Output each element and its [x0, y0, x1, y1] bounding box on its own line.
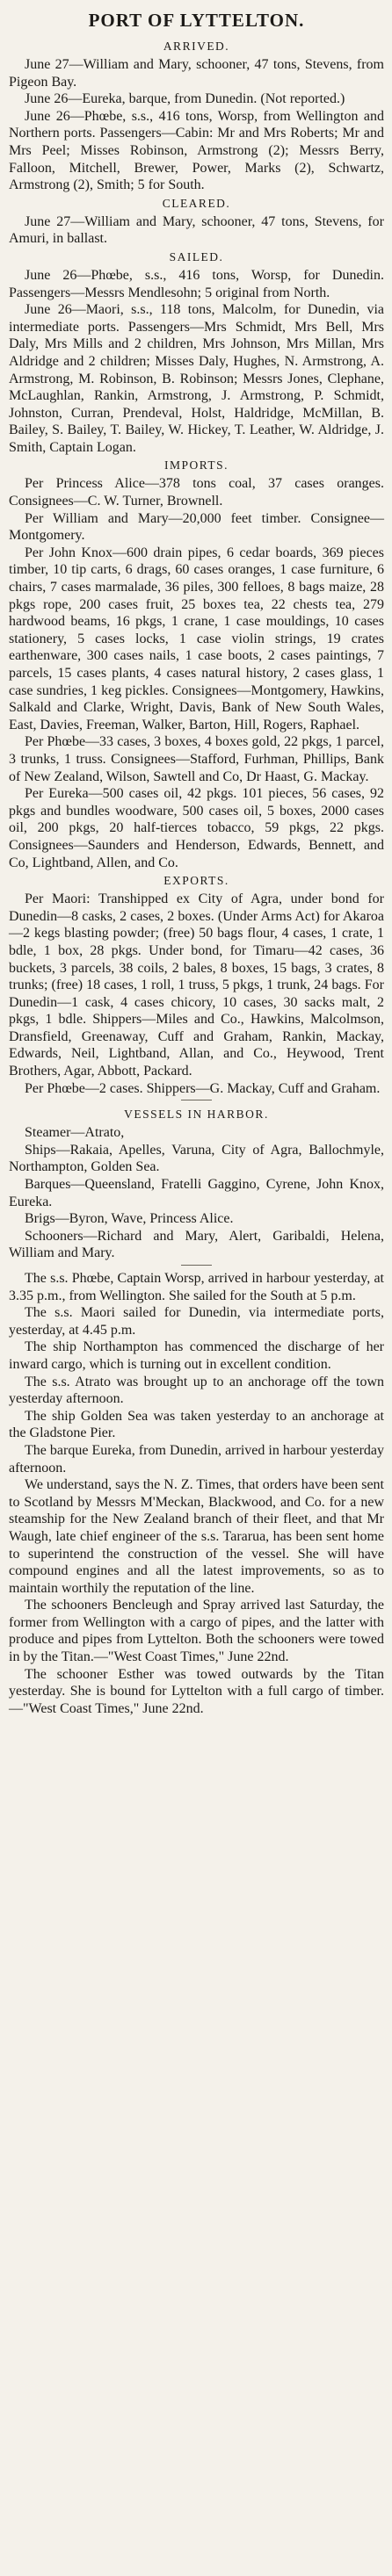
section-heading-sailed: SAILED.: [169, 249, 224, 263]
news-item: The s.s. Maori sailed for Dunedin, via intermediate ports, yesterday, at 4.45 p.m.: [9, 1305, 384, 1338]
section-heading-imports: IMPORTS.: [163, 458, 229, 473]
arrived-item: June 26—Eureka, barque, from Dunedin. (Not reported.): [25, 91, 345, 107]
arrived-item: June 27—William and Mary, schooner, 47 tons, Stevens, from Pigeon Bay.: [9, 57, 384, 90]
harbor-item: Ships—Rakaia, Apelles, Varuna, City of Agra, Ballochmyle, Northampton, Golden Sea.: [9, 1142, 384, 1175]
sailed-item: June 26—Maori, s.s., 118 tons, Malcolm, for Dunedin, via intermediate ports. Passengers—Mrs Schmidt, Mrs Bell, Mrs Daly, Mrs Mills and 2 children, Mrs Johnson, Mrs Millan, Mrs Aldridge and 2 children; Misses Daly, Hughes, N. Armstrong, A. Armstrong, M. Robinson, B. Robinson; Messrs Jones, Clephane, McLaughlan, Rankin, Armstrong, J. Armstrong, P. Schmidt, Johnston, Curran, Prendeval, Holst, Haldridge, McMillan, B. Bailey, S. Bailey, T. Bailey, W. Hickey, T. Leather, W. Aldridge, J. Smith, Captain Logan.: [9, 302, 384, 455]
import-item: Per John Knox—600 drain pipes, 6 cedar boards, 369 pieces timber, 10 tip carts, 6 drags, 60 cases oranges, 1 case furniture, 6 chairs, 7 cases marmalade, 36 piles, 300 felloes, 8 bags maize, 28 pkgs rope, 200 cases fruit, 25 boxes tea, 22 chests tea, 279 hardwood beams, 16 pkgs, 1 crane, 1 case mouldings, 10 cases stationery, 5 cases locks, 1 case violin strings, 19 crates earthenware, 300 cases nails, 1 case boots, 2 cases paintings, 7 parcels, 15 cases plants, 4 cases natural history, 2 cases glass, 1 case sundries, 1 keg pickles. Consignees—Montgomery, Hawkins, Salkald and Clarke, Wright, Davis, Bank of New South Wales, East, Davies, Freeman, Walker, Barton, Hill, Rogers, Raphael.: [9, 545, 384, 732]
section-heading-exports: EXPORTS.: [163, 874, 229, 888]
column-end-space: [9, 1717, 384, 2576]
harbor-item: Schooners—Richard and Mary, Alert, Garibaldi, Helena, William and Mary.: [9, 1228, 384, 1261]
harbor-item: Brigs—Byron, Wave, Princess Alice.: [25, 1211, 234, 1227]
news-item: The barque Eureka, from Dunedin, arrived in harbour yesterday afternoon.: [9, 1442, 384, 1476]
arrived-item: June 26—Phœbe, s.s., 416 tons, Worsp, from Wellington and Northern ports. Passengers—Cabin: Mr and Mrs Roberts; Mr and Mrs Peel; Misses Robinson, Armstrong (2); Messrs Berry, Falloon, Mitchell, Brewer, Power, Marks (2), Schwartz, Armstrong (2), Smith; 5 for South.: [9, 108, 384, 193]
export-item: Per Phœbe—2 cases. Shippers—G. Mackay, Cuff and Graham.: [25, 1080, 381, 1096]
export-item: Per Maori: Transhipped ex City of Agra, under bond for Dunedin—8 casks, 2 cases, 2 boxes. (Under Arms Act) for Akaroa—2 kegs blasting powder; (free) 50 bags flour, 4 cases, 1 crate, 1 bdle, 1 box, 28 pkgs. Under bond, for Timaru—42 cases, 36 buckets, 3 parcels, 38 coils, 2 bales, 8 boxes, 15 bags, 3 crates, 8 trunks; (free) 18 cases, 1 roll, 1 truss, 5 pkgs, 1 trunk, 24 bags. For Dunedin—1 cask, 4 cases chicory, 10 cases, 30 sacks malt, 2 pkgs, 1 bdle. Shippers—Miles and Co., Hawkins, Malcolmson, Dransfield, Greenaway, Cuff and Graham, Rankin, Mackay, Edwards, Neil, Lightband, Allan, and Co., Heywood, Trent Brothers, Agar, Abbott, Packard.: [9, 891, 384, 1079]
news-item: We understand, says the N. Z. Times, that orders have been sent to Scotland by Messrs M'Meckan, Blackwood, and Co. for a new steamship for the New Zealand branch of their fleet, and that Mr Waugh, late chief engineer of the s.s. Tararua, has been sent home to superintend the construction of the vessel. She will have compound engines and all the latest improvements, so as to maintain worthily the reputation of the line.: [9, 1477, 384, 1596]
import-item: Per William and Mary—20,000 feet timber. Consignee—Montgomery.: [9, 510, 384, 544]
sailed-item: June 26—Phœbe, s.s., 416 tons, Worsp, for Dunedin. Passengers—Messrs Mendlesohn; 5 original from North.: [9, 267, 384, 300]
news-item: The s.s. Phœbe, Captain Worsp, arrived in harbour yesterday, at 3.35 p.m., from Wellington. She sailed for the South at 5 p.m.: [9, 1271, 384, 1303]
section-heading-harbor: VESSELS IN HARBOR.: [124, 1108, 269, 1122]
harbor-item: Barques—Queensland, Fratelli Gaggino, Cyrene, John Knox, Eureka.: [9, 1177, 384, 1209]
import-item: Per Phœbe—33 cases, 3 boxes, 4 boxes gold, 22 pkgs, 1 parcel, 3 trunks, 1 truss. Consignees—Stafford, Furhman, Phillips, Bank of New Zealand, Wilson, Sawtell and Co, Dr Haast, G. Mackay.: [9, 734, 384, 784]
news-item: The ship Northampton has commenced the discharge of her inward cargo, which is turning out in excellent condition.: [9, 1339, 384, 1372]
harbor-item: Steamer—Atrato,: [25, 1125, 125, 1141]
news-item: The schooner Esther was towed outwards by the Titan yesterday. She is bound for Lyttelton with a full cargo of timber.—"West Coast Times," June 22nd.: [9, 1666, 384, 1716]
section-heading-arrived: ARRIVED.: [163, 40, 230, 53]
news-item: The schooners Bencleugh and Spray arrived last Saturday, the former from Wellington with a cargo of pipes, and the latter with produce and pipes from Lyttelton. Both the schooners were towed in by the Titan.—"West Coast Times," June 22nd.: [9, 1598, 384, 1665]
news-item: The ship Golden Sea was taken yesterday to an anchorage at the Gladstone Pier.: [9, 1408, 384, 1441]
section-heading-cleared: CLEARED.: [162, 196, 231, 210]
import-item: Per Princess Alice—378 tons coal, 37 cases oranges. Consignees—C. W. Turner, Brownell.: [9, 476, 384, 509]
news-item: The s.s. Atrato was brought up to an anchorage off the town yesterday afternoon.: [9, 1374, 384, 1407]
cleared-item: June 27—William and Mary, schooner, 47 tons, Stevens, for Amuri, in ballast.: [9, 213, 384, 247]
page-title: PORT OF LYTTELTON.: [88, 10, 305, 31]
section-divider: [181, 1265, 211, 1266]
import-item: Per Eureka—500 cases oil, 42 pkgs. 101 pieces, 56 cases, 92 pkgs and bundles woodware, 500 cases oil, 5 boxes, 2000 cases oil, 200 pkgs, 20 half-tierces tobacco, 59 pkgs, 22 pkgs. Consignees—Saunders and Henderson, Edwards, Bennett, and Co, Lightband, Allen, and Co.: [9, 786, 384, 870]
